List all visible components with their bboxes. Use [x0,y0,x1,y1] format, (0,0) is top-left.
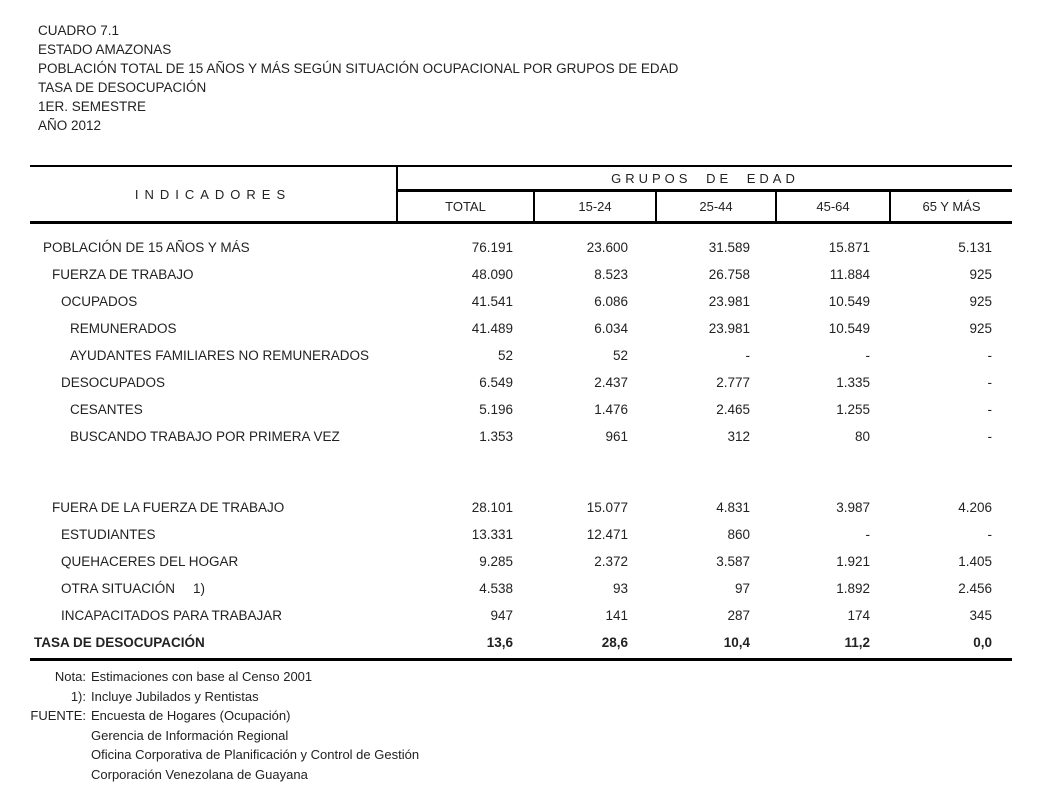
cell-45-64: 11,2 [844,635,870,650]
table-row [30,342,1012,369]
cell-total: 4.538 [479,581,513,596]
footnote-line [30,667,419,687]
cell-45-64: 11.884 [829,267,870,282]
table-row [30,234,1012,261]
footnote-line [30,687,419,707]
cell-15-24: 2.372 [594,554,628,569]
row-indicator-label [30,581,398,596]
table-row [30,315,1012,342]
cell-15-24: 12.471 [586,527,628,542]
cell-45-64: 1.921 [836,554,870,569]
footnote-text: Incluye Jubilados y Rentistas [91,688,259,704]
cell-total: 48.090 [471,267,513,282]
row-indicator-label [30,500,398,515]
cell-25-44: 860 [727,527,750,542]
cell-15-24: 52 [612,348,628,363]
cell-total: 9.285 [479,554,513,569]
table-row [30,261,1012,288]
row-indicator-label [30,402,398,417]
cell-total: 28.101 [471,500,513,515]
cell-25-44: 3.587 [716,554,750,569]
cell-45-64: 10.549 [828,294,870,309]
title-line: POBLACIÓN TOTAL DE 15 AÑOS Y MÁS SEGÚN SITUACIÓN OCUPACIONAL POR GRUPOS DE EDAD [38,61,679,76]
column-header-cell: 15-24 [533,192,655,221]
row-indicator-label [30,348,398,363]
cell-25-44: 10,4 [723,635,750,650]
row-indicator-label [30,267,398,282]
indicator-text: AYUDANTES FAMILIARES NO REMUNERADOS [70,348,370,363]
indicator-text: REMUNERADOS [70,321,177,336]
cell-65-y-mas: 2.456 [958,581,992,596]
cell-25-44: 312 [727,429,750,444]
table-row [30,629,1012,656]
cell-45-64: - [865,527,870,542]
indicator-text: OCUPADOS [61,294,138,309]
row-indicator-label [30,429,398,444]
footnote-label [30,726,86,746]
table-number-line: CUADRO 7.1 [38,23,120,38]
table-row [30,602,1012,629]
age-groups-title: GRUPOS DE EDAD [398,167,1012,192]
cell-65-y-mas: 925 [969,267,992,282]
cell-45-64: 3.987 [836,500,870,515]
indicator-text: CESANTES [70,402,143,417]
cell-25-44: 4.831 [716,500,750,515]
cell-65-y-mas: 4.206 [958,500,992,515]
cell-25-44: 2.465 [716,402,750,417]
cell-65-y-mas: 925 [969,294,992,309]
subtitle-line: TASA DE DESOCUPACIÓN [38,80,207,95]
cell-total: 6.549 [479,375,513,390]
cell-15-24: 8.523 [594,267,628,282]
cell-45-64: 1.335 [836,375,870,390]
cell-25-44: 287 [727,608,750,623]
note-reference: 1) [193,581,206,596]
cell-15-24: 1.476 [594,402,628,417]
state-line: ESTADO AMAZONAS [38,42,172,57]
row-indicator-label [30,294,398,309]
table-row [30,521,1012,548]
table-row [30,288,1012,315]
cell-15-24: 2.437 [594,375,628,390]
row-indicator-label [30,608,398,623]
row-group-spacer [30,450,1012,494]
column-header-cell: TOTAL [445,199,486,214]
table-row [30,369,1012,396]
cell-65-y-mas: 5.131 [958,240,992,255]
footnotes-block [30,667,419,784]
cell-total: 13.331 [471,527,513,542]
cell-25-44: 2.777 [716,375,750,390]
row-indicator-label [30,321,398,336]
indicator-text: POBLACIÓN DE 15 AÑOS Y MÁS [43,240,250,255]
indicator-text: BUSCANDO TRABAJO POR PRIMERA VEZ [70,429,340,444]
cell-15-24: 23.600 [586,240,628,255]
cell-15-24: 93 [612,581,628,596]
cell-45-64: - [865,348,870,363]
cell-total: 41.541 [471,294,513,309]
cell-45-64: 10.549 [828,321,870,336]
column-header-cell: 65 Y MÁS [889,192,1012,221]
footnote-text: Estimaciones con base al Censo 2001 [91,669,313,684]
table-row [30,575,1012,602]
cell-65-y-mas: - [987,527,992,542]
footnote-label: FUENTE: [30,708,86,723]
footnote-text: Gerencia de Información Regional [91,727,289,743]
row-indicator-label [30,635,398,650]
age-groups-header [398,167,1012,221]
cell-45-64: 1.892 [836,581,870,596]
footnote-label: 1): [70,688,86,704]
cell-65-y-mas: - [987,348,992,363]
row-indicator-label [30,375,398,390]
cell-65-y-mas: 925 [969,321,992,336]
cell-total: 5.196 [479,402,513,417]
cell-15-24: 28,6 [601,635,628,650]
document-header [38,21,678,135]
cell-25-44: 97 [734,581,750,596]
footnote-line [30,745,419,765]
row-indicator-label [30,240,398,255]
table-body [30,224,1012,661]
cell-25-44: 26.758 [708,267,750,282]
table-header [30,165,1012,224]
cell-15-24: 961 [605,429,628,444]
statistics-table [30,165,1012,661]
cell-total: 52 [497,348,513,363]
row-indicator-label [30,527,398,542]
table-row [30,494,1012,521]
cell-65-y-mas: 1.405 [958,554,992,569]
indicator-text: FUERA DE LA FUERZA DE TRABAJO [52,500,285,515]
footnote-line [30,726,419,746]
indicator-text: DESOCUPADOS [61,375,166,390]
year-line: AÑO 2012 [38,118,102,133]
column-header-cell: 45-64 [775,192,889,221]
cell-total: 13,6 [486,635,513,650]
cell-45-64: 80 [854,429,870,444]
cell-total: 947 [490,608,513,623]
footnote-line [30,765,419,785]
footnote-text: Corporación Venezolana de Guayana [91,766,308,782]
cell-15-24: 6.034 [594,321,628,336]
cell-15-24: 6.086 [594,294,628,309]
footnote-label: Nota: [54,669,86,684]
footnote-label [30,765,86,785]
column-headers-row [398,192,1012,221]
indicator-text: INCAPACITADOS PARA TRABAJAR [61,608,283,623]
cell-total: 76.191 [471,240,513,255]
cell-15-24: 15.077 [586,500,628,515]
table-row [30,396,1012,423]
cell-65-y-mas: 345 [969,608,992,623]
cell-25-44: 31.589 [708,240,750,255]
cell-45-64: 1.255 [836,402,870,417]
footnote-text: Oficina Corporativa de Planificación y Control de Gestión [91,747,420,762]
cell-total: 41.489 [471,321,513,336]
indicator-text: QUEHACERES DEL HOGAR [61,554,239,569]
footnote-text: Encuesta de Hogares (Ocupación) [91,708,291,723]
cell-total: 1.353 [479,429,513,444]
footnote-line [30,706,419,726]
cell-65-y-mas: - [987,429,992,444]
cell-45-64: 174 [847,608,870,623]
table-row [30,423,1012,450]
table-row [30,548,1012,575]
cell-45-64: 15.871 [828,240,870,255]
row-indicator-label [30,554,398,569]
indicator-text: ESTUDIANTES [61,527,156,542]
indicators-header-cell: INDICADORES [30,167,398,221]
column-header-cell: 25-44 [655,192,775,221]
indicator-text: TASA DE DESOCUPACIÓN [34,635,205,650]
footnote-label [30,745,86,765]
cell-15-24: 141 [605,608,628,623]
cell-65-y-mas: - [987,375,992,390]
cell-25-44: - [745,348,750,363]
semester-line: 1ER. SEMESTRE [38,99,147,114]
cell-65-y-mas: - [987,402,992,417]
cell-25-44: 23.981 [708,321,750,336]
cell-25-44: 23.981 [708,294,750,309]
indicator-text: FUERZA DE TRABAJO [52,267,194,282]
indicator-text: OTRA SITUACIÓN [61,581,176,596]
cell-65-y-mas: 0,0 [973,635,992,650]
